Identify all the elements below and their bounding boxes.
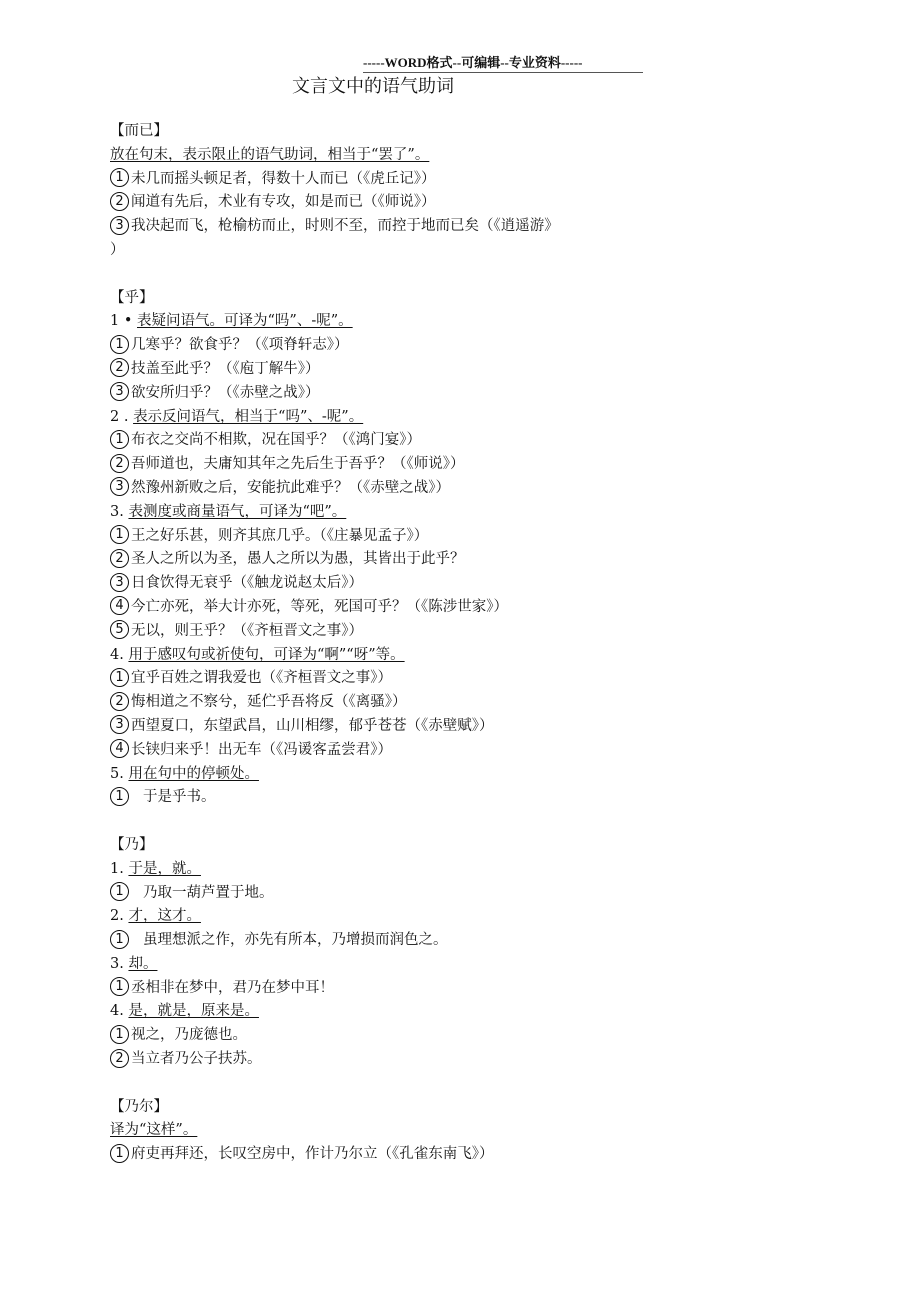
example-text: 悔相道之不察兮，延伫乎吾将反（《离骚》） — [131, 694, 407, 711]
example-item — [110, 739, 870, 763]
example-item — [110, 691, 870, 715]
subsection-text: 于是，就。 — [128, 860, 201, 877]
document-body — [110, 120, 870, 1167]
example-item — [110, 334, 870, 358]
circled-number-icon: 1 — [110, 430, 129, 449]
example-item — [110, 215, 870, 239]
example-item — [110, 929, 870, 953]
example-item — [110, 168, 870, 192]
example-item — [110, 453, 870, 477]
definition-text: 译为“这样”。 — [110, 1122, 198, 1139]
subsection-number: 4. — [110, 646, 124, 663]
subsection-number: 2. — [110, 908, 124, 925]
example-text: 宜乎百姓之谓我爱也（《齐桓晋文之事》） — [131, 670, 392, 687]
example-item — [110, 667, 870, 691]
circled-number-icon: 1 — [110, 525, 129, 544]
circled-number-icon: 1 — [110, 1025, 129, 1044]
blank-line — [110, 263, 870, 287]
circled-number-icon: 1 — [110, 882, 129, 901]
example-text: 无以，则王乎？（《齐桓晋文之事》） — [131, 622, 363, 639]
circled-number-icon: 3 — [110, 573, 129, 592]
subsection-number: 5. — [110, 765, 124, 782]
subsection-number: 3. — [110, 503, 124, 520]
circled-number-icon: 1 — [110, 930, 129, 949]
subsection-text: 是，就是，原来是。 — [128, 1003, 259, 1020]
circled-number-icon: 5 — [110, 620, 129, 639]
example-text: 技盖至此乎？（《庖丁解牛》） — [131, 360, 320, 377]
example-item — [110, 620, 870, 644]
subsection-number: 2 . — [110, 408, 129, 425]
section-heading: 【乃尔】 — [110, 1098, 168, 1115]
example-text: 闻道有先后，术业有专攻，如是而已（《师说》） — [131, 194, 436, 211]
page-title: 文言文中的语气助词 — [292, 76, 454, 97]
circled-number-icon: 4 — [110, 739, 129, 758]
blank-line — [110, 810, 870, 834]
example-text: 吾师道也，夫庸知其年之先后生于吾乎？（《师说》） — [131, 456, 465, 473]
subsection-line — [110, 644, 870, 668]
circled-number-icon: 2 — [110, 692, 129, 711]
subsection-line — [110, 1000, 870, 1024]
subsection-line — [110, 406, 870, 430]
example-item — [110, 358, 870, 382]
example-text: 乃取一葫芦置于地。 — [143, 884, 274, 901]
example-text: 丞相非在梦中，君乃在梦中耳！ — [131, 979, 334, 996]
example-item — [110, 548, 870, 572]
circled-number-icon: 3 — [110, 715, 129, 734]
example-text: 未几而摇头顿足者，得数十人而已（《虎丘记》） — [131, 170, 436, 187]
subsection-text: 表疑问语气。可译为“吗”、-呢”。 — [137, 313, 353, 330]
circled-number-icon: 1 — [110, 977, 129, 996]
circled-number-icon: 1 — [110, 1144, 129, 1163]
page-header: -----WORD格式--可编辑--专业资料----- — [363, 52, 643, 73]
example-text: 欲安所归乎？（《赤壁之战》） — [131, 384, 320, 401]
subsection-line — [110, 501, 870, 525]
example-item — [110, 1143, 870, 1167]
example-item — [110, 382, 870, 406]
example-item — [110, 1048, 870, 1072]
example-item — [110, 477, 870, 501]
text-line: ） — [110, 241, 125, 258]
example-text: 然豫州新败之后，安能抗此难乎？（《赤壁之战》） — [131, 479, 450, 496]
circled-number-icon: 3 — [110, 477, 129, 496]
example-text: 于是乎书。 — [143, 789, 216, 806]
subsection-line — [110, 953, 870, 977]
subsection-text: 表示反问语气，相当于“吗”、-呢”。 — [133, 408, 364, 425]
definition-line — [110, 1119, 870, 1143]
subsection-line — [110, 763, 870, 787]
example-item — [110, 572, 870, 596]
subsection-number: 3. — [110, 955, 124, 972]
definition-line — [110, 144, 870, 168]
circled-number-icon: 2 — [110, 358, 129, 377]
circled-number-icon: 3 — [110, 382, 129, 401]
subsection-text: 才，这才。 — [128, 908, 201, 925]
example-text: 几寒乎？欲食乎？（《项脊轩志》） — [131, 337, 349, 354]
circled-number-icon: 1 — [110, 168, 129, 187]
definition-text: 放在句末，表示限止的语气助词，相当于“罢了”。 — [110, 146, 430, 163]
example-item — [110, 977, 870, 1001]
section-heading: 【乎】 — [110, 289, 154, 306]
subsection-line — [110, 310, 870, 334]
example-item — [110, 1024, 870, 1048]
circled-number-icon: 2 — [110, 1049, 129, 1068]
subsection-line — [110, 905, 870, 929]
circled-number-icon: 1 — [110, 787, 129, 806]
example-item — [110, 429, 870, 453]
circled-number-icon: 2 — [110, 192, 129, 211]
section-heading: 【乃】 — [110, 836, 154, 853]
example-item — [110, 525, 870, 549]
circled-number-icon: 2 — [110, 549, 129, 568]
example-text: 我决起而飞，枪榆枋而止，时则不至，而控于地而已矣（《逍遥游》 — [131, 218, 559, 235]
circled-number-icon: 4 — [110, 596, 129, 615]
subsection-number: 4. — [110, 1003, 124, 1020]
example-text: 布衣之交尚不相欺，况在国乎？（《鸿门宴》） — [131, 432, 421, 449]
subsection-text: 用于感叹句或祈使句，可译为“啊”“呀”等。 — [128, 646, 405, 663]
example-text: 当立者乃公子扶苏。 — [131, 1051, 262, 1068]
subsection-number: 1 • — [110, 313, 133, 330]
section-heading: 【而已】 — [110, 123, 168, 139]
circled-number-icon: 1 — [110, 668, 129, 687]
example-item — [110, 596, 870, 620]
subsection-number: 1. — [110, 860, 124, 877]
circled-number-icon: 2 — [110, 454, 129, 473]
example-item — [110, 786, 870, 810]
example-item — [110, 715, 870, 739]
blank-line — [110, 1072, 870, 1096]
example-text: 西望夏口，东望武昌，山川相缪，郁乎苍苍（《赤壁赋》） — [131, 717, 494, 734]
circled-number-icon: 1 — [110, 335, 129, 354]
example-text: 日食饮得无衰乎（《触龙说赵太后》） — [131, 575, 363, 592]
example-text: 圣人之所以为圣，愚人之所以为愚，其皆出于此乎？ — [131, 551, 465, 568]
subsection-line — [110, 858, 870, 882]
subsection-text: 表测度或商量语气，可译为“吧”。 — [128, 503, 347, 520]
example-text: 视之，乃庞德也。 — [131, 1027, 247, 1044]
example-text: 今亡亦死，举大计亦死，等死，死国可乎？（《陈涉世家》） — [131, 598, 508, 615]
example-text: 虽理想派之作，亦先有所本，乃增损而润色之。 — [143, 932, 448, 949]
example-item — [110, 191, 870, 215]
circled-number-icon: 3 — [110, 216, 129, 235]
subsection-text: 却。 — [128, 955, 158, 972]
example-text: 长铗归来乎！出无车（《冯谖客孟尝君》） — [131, 741, 392, 758]
subsection-text: 用在句中的停顿处。 — [128, 765, 259, 782]
example-item — [110, 882, 870, 906]
example-text: 王之好乐甚，则齐其庶几乎。（《庄暴见孟子》） — [131, 527, 429, 544]
example-text: 府吏再拜还，长叹空房中，作计乃尔立（《孔雀东南飞》） — [131, 1146, 494, 1163]
